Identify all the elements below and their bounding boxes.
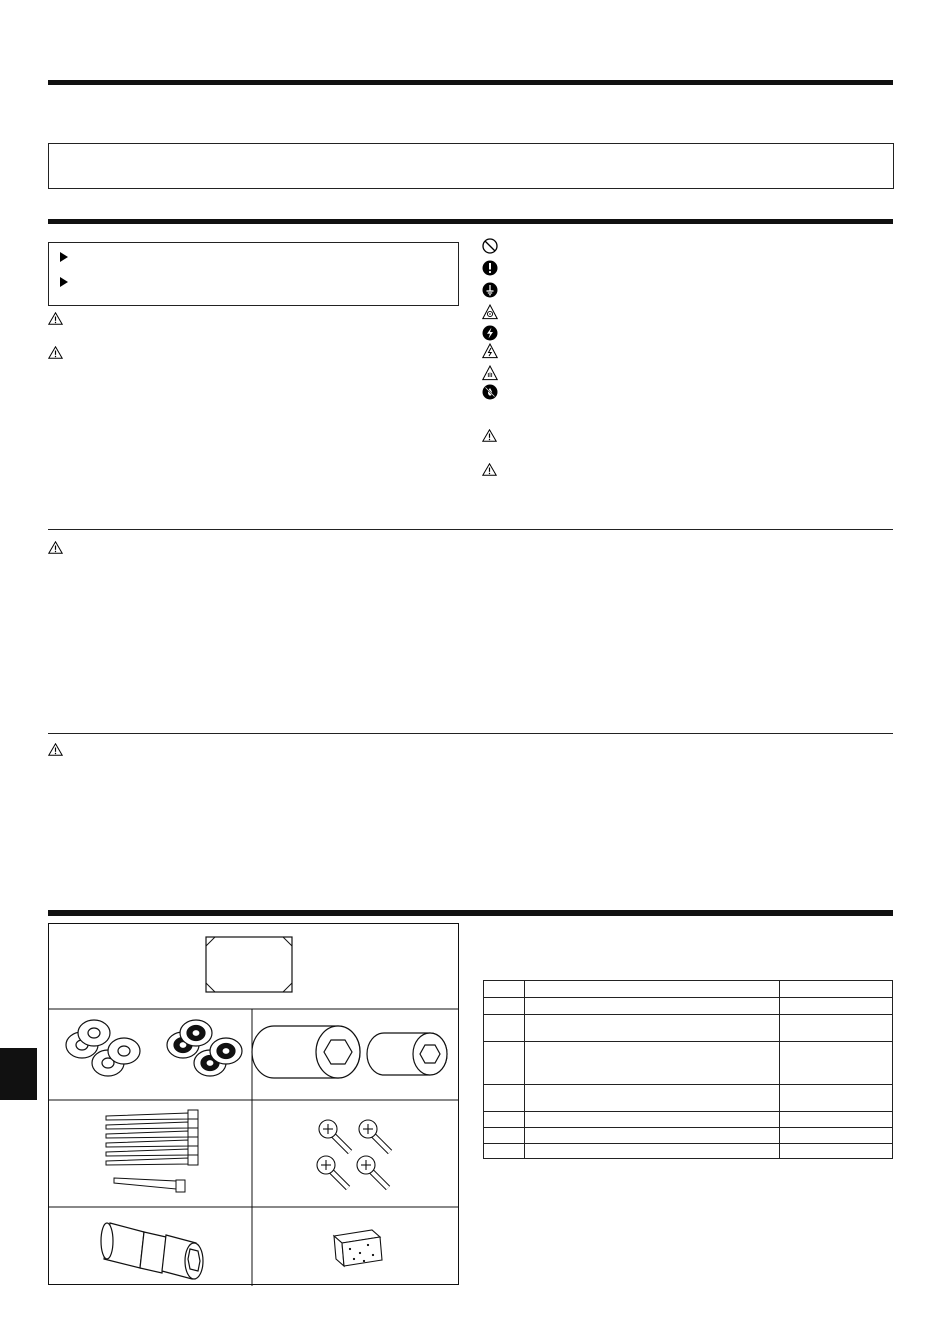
- intro-notice-box: [48, 143, 894, 189]
- table-row: [484, 981, 893, 998]
- mandatory-icon: [482, 260, 498, 276]
- felt-pad-drawing: [334, 1230, 382, 1266]
- caution-triangle-icon: [48, 346, 63, 359]
- table-row: [484, 1042, 893, 1085]
- warning-triangle-icon: [48, 312, 63, 325]
- prohibited-icon: [482, 238, 498, 254]
- fan-warning-icon: [482, 304, 498, 320]
- warning-triangle-icon: [482, 429, 497, 442]
- caution-triangle-icon: [48, 743, 63, 756]
- section-2-header-bar: [48, 219, 893, 224]
- chapter-tab-marker: [0, 1048, 37, 1100]
- table-row: [484, 998, 893, 1015]
- section-1-header-bar: [48, 80, 893, 85]
- precaution-bullets-box: [48, 242, 459, 306]
- table-row: [484, 1085, 893, 1112]
- ground-icon: [482, 282, 498, 298]
- table-row: [484, 1144, 893, 1159]
- table-row: [484, 1112, 893, 1128]
- bullet-arrow-icon: [60, 277, 68, 287]
- section-3-header-bar: [48, 910, 893, 916]
- table-row: [484, 1015, 893, 1042]
- divider: [48, 733, 893, 734]
- table-row: [484, 1128, 893, 1144]
- divider: [48, 529, 893, 530]
- bullet-arrow-icon: [60, 252, 68, 262]
- electric-shock-icon: [482, 325, 498, 341]
- parts-table: [483, 980, 893, 1159]
- insulation-sleeves-drawing: [252, 1026, 447, 1078]
- high-voltage-warning-icon: [482, 343, 498, 359]
- caution-triangle-icon: [482, 463, 497, 476]
- no-fire-icon: [482, 384, 498, 400]
- warning-triangle-icon: [48, 541, 63, 554]
- accessories-figure: [48, 923, 460, 1286]
- hot-surface-warning-icon: [482, 365, 498, 381]
